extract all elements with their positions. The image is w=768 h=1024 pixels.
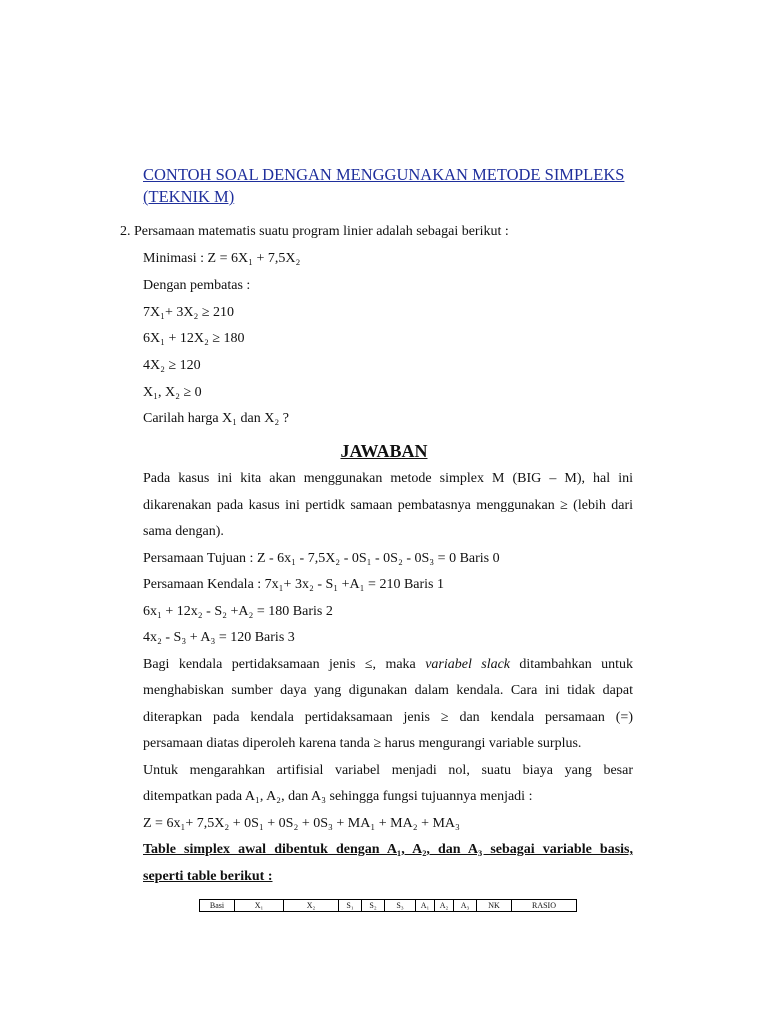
p1-line-1: Pada kasus ini kita akan menggunakan metode simplex M (BIG – M), hal ini xyxy=(143,471,633,486)
p3-line-2: ditempatkan pada A₁, A₂, dan A₃ sehingga fungsi tujuannya menjadi : xyxy=(143,789,533,804)
col-nk: NK xyxy=(477,900,512,912)
p2-line-4: persamaan diatas diperoleh karena tanda ≥ harus mengurangi variable surplus. xyxy=(143,736,582,751)
title-line-1[interactable]: CONTOH SOAL DENGAN MENGGUNAKAN METODE SIMPLEKS xyxy=(143,165,625,184)
p1-line-2: dikarenakan pada kasus ini pertidk samaan pembatasnya menggunakan ≥ (lebih dari xyxy=(143,497,633,513)
equation-constraint-2: 6x₁ + 12x₂ - S₂ +A₂ = 180 Baris 2 xyxy=(143,603,333,619)
p1-line-3: sama dengan). xyxy=(143,524,224,539)
constraints-label: Dengan pembatas : xyxy=(143,278,251,293)
col-a1: A₁ xyxy=(416,900,435,912)
constraint-nonneg: X₁, X₂ ≥ 0 xyxy=(143,385,202,400)
equation-constraint-1: Persamaan Kendala : 7x₁+ 3x₂ - S₁ +A₁ = 210 Baris 1 xyxy=(143,577,444,592)
col-s1: S₁ xyxy=(339,900,362,912)
col-x2: X₂ xyxy=(284,900,339,912)
col-x1: X₁ xyxy=(235,900,284,912)
equation-objective: Persamaan Tujuan : Z - 6x₁ - 7,5X₂ - 0S₁ - 0S₂ - 0S₃ = 0 Baris 0 xyxy=(143,550,500,566)
constraint-3: 4X₂ ≥ 120 xyxy=(143,358,201,373)
answer-paragraph-1 xyxy=(143,466,633,890)
simplex-table-header-row xyxy=(200,900,577,912)
problem-intro: 2. Persamaan matematis suatu program linier adalah sebagai berikut : xyxy=(120,224,509,239)
simplex-table xyxy=(199,899,577,912)
constraint-2: 6X₁ + 12X₂ ≥ 180 xyxy=(143,331,245,346)
table-intro-line-1: Table simplex awal dibentuk dengan A₁, A₂, dan A₃ sebagai variable basis, xyxy=(143,842,633,857)
col-rasio: RASIO xyxy=(512,900,577,912)
p2-line-1-a: Bagi kendala pertidaksamaan jenis ≤, maka xyxy=(143,656,416,672)
p2-line-1-b: ditambahkan untuk xyxy=(519,656,634,672)
col-a3: A₃ xyxy=(454,900,477,912)
p2-line-1 xyxy=(143,652,633,679)
col-s2: S₂ xyxy=(362,900,385,912)
p2-line-2: menghabiskan sumber daya yang digunakan dalam kendala. Cara ini tidak dapat xyxy=(143,683,633,698)
col-s3: S₃ xyxy=(385,900,416,912)
document-title[interactable] xyxy=(143,164,673,208)
new-objective: Z = 6x₁+ 7,5X₂ + 0S₁ + 0S₂ + 0S₃ + MA₁ + MA₂ + MA₃ xyxy=(143,815,460,831)
table-intro-line-2: seperti table berikut : xyxy=(143,868,273,884)
col-basis: Basi xyxy=(200,900,235,912)
col-a2: A₂ xyxy=(435,900,454,912)
equation-constraint-3: 4x₂ - S₃ + A₃ = 120 Baris 3 xyxy=(143,630,295,645)
p3-line-1: Untuk mengarahkan artifisial variabel menjadi nol, suatu biaya yang besar xyxy=(143,762,633,778)
answer-heading: JAWABAN xyxy=(340,441,428,461)
objective-function: Minimasi : Z = 6X₁ + 7,5X₂ xyxy=(143,251,301,266)
p2-line-3: diterapkan pada kendala pertidaksamaan jenis ≥ dan kendala persamaan (=) xyxy=(143,709,633,725)
title-line-2[interactable]: (TEKNIK M) xyxy=(143,187,235,206)
constraint-1: 7X₁+ 3X₂ ≥ 210 xyxy=(143,305,235,320)
question: Carilah harga X₁ dan X₂ ? xyxy=(143,411,289,426)
p2-italic-term: variabel slack xyxy=(425,656,511,672)
